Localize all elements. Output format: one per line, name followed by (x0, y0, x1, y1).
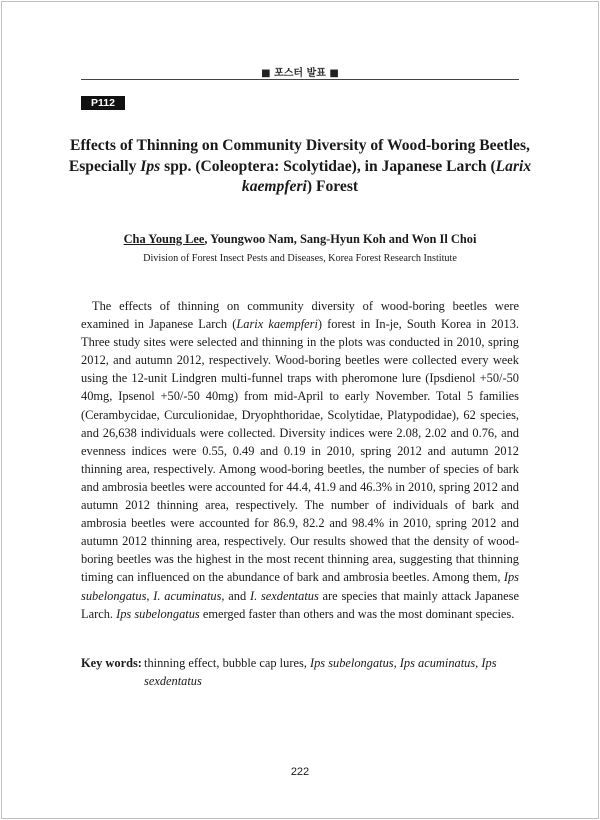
title-text: spp. (Coleoptera: Scolytidae), in Japanese Larch ( (160, 157, 496, 175)
abstract-text: The effects of thinning on community diversity of wood-boring beetles were examined in Japanese Larch ( (81, 299, 519, 332)
abstract-species: Ips subelongatus (116, 606, 200, 621)
keywords-label: Key words: (81, 656, 142, 670)
poster-id-badge: P112 (81, 96, 125, 110)
abstract-text: and (224, 588, 250, 603)
title-species: Larix kaempferi (241, 157, 532, 195)
co-authors: , Youngwoo Nam, Sang-Hyun Koh and Won Il Choi (204, 232, 477, 246)
presenting-author: Cha Young Lee (123, 232, 205, 246)
page-number: 222 (290, 766, 310, 778)
keywords-block (81, 654, 519, 690)
title-text: ) Forest (306, 178, 359, 195)
abstract-species: Larix kaempferi (236, 317, 318, 332)
abstract-species: I. sexdentatus (249, 588, 319, 603)
abstract-species: Ips subelongatus, I. acuminatus, (81, 570, 519, 603)
affiliation: Division of Forest Insect Pests and Diseases, Korea Forest Research Institute (143, 253, 457, 264)
abstract-body (81, 297, 519, 623)
header-divider (81, 79, 519, 80)
abstract-text: ) forest in In-je, South Korea in 2013. Three study sites were selected and thinning in the plots was conducted in 2010, spring 2012, and autumn 2012, respectively. Wood-boring beetles were collected every week using the 12-unit Lindgren multi-funnel traps with pheromone lure (Ipsdienol +50/-50 40mg, Ipsenol +50/-50 40mg) from mid-April to early November. Total 5 families (Cerambycidae, Curculionidae, Dryophthoridae, Scolytidae, Platypodidae), 62 species, and 26,638 individuals were collected. Diversity indices were 2.08, 2.02 and 0.76, and evenness indices were 0.55, 0.49 and 0.19 in 2010, spring 2012 and autumn 2012 thinning area, respectively. Among wood-boring beetles, the number of species of bark and ambrosia beetles were accounted for 44.4, 41.9 and 46.3% in 2010, spring 2012 and autumn 2012 thinning area, respectively. The number of individuals of bark and ambrosia beetles were accounted for 86.9, 82.2 and 98.4% in 2010, spring 2012 and autumn 2012 thinning area, respectively. Our results showed that the density of wood-boring beetles was the highest in the most recent thinning area, suggesting that thinning timing can influenced on the abundance of bark and ambrosia beetles. Among them, (81, 317, 519, 585)
title-genus: Ips (140, 157, 161, 175)
author-list (0, 232, 600, 247)
abstract-text: are species that mainly attack Japanese Larch. (81, 588, 519, 621)
title-text: Effects of Thinning on Community Diversity of Wood-boring Beetles, Especially (68, 137, 530, 175)
paper-title (60, 136, 540, 198)
abstract-text: emerged faster than others and was the most dominant species. (199, 606, 515, 621)
keywords-species: Ips subelongatus, Ips acuminatus, Ips sexdentatus (144, 656, 497, 688)
keywords-plain: thinning effect, bubble cap lures, (144, 656, 310, 670)
keywords-list (144, 654, 519, 690)
section-header: ■ 포스터 발표 ■ (261, 68, 339, 79)
